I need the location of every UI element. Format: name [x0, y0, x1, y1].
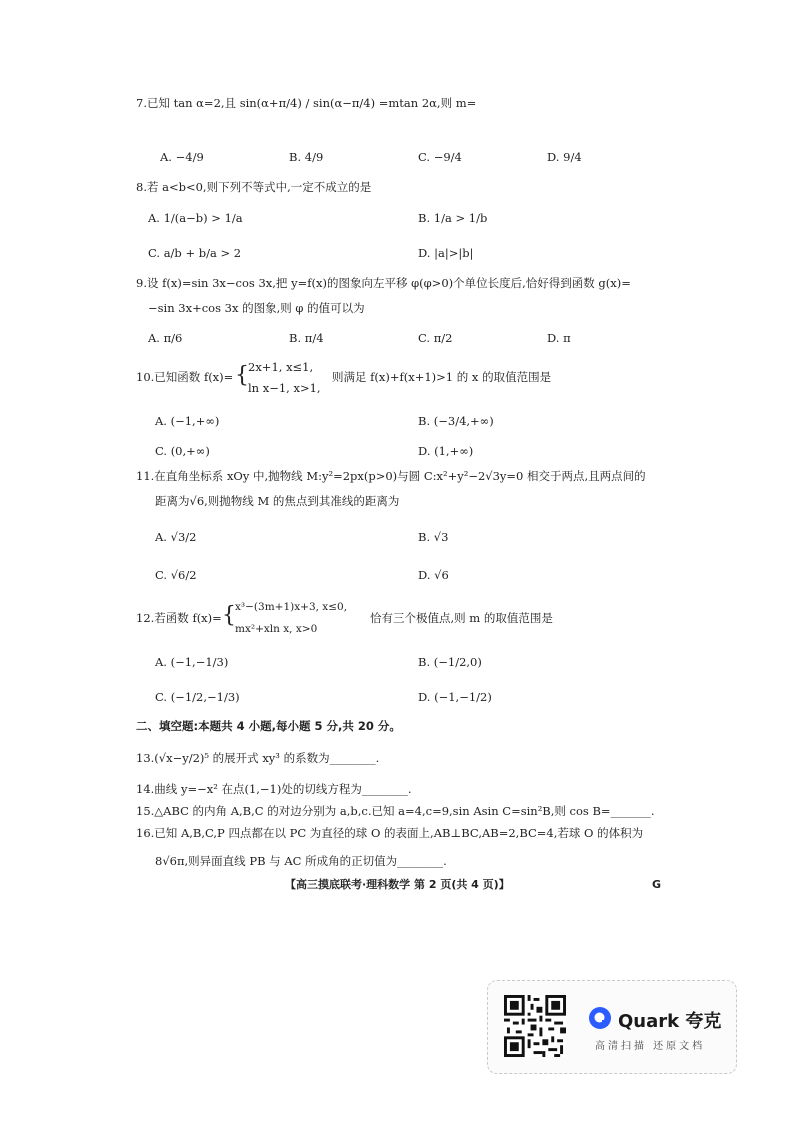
q11-stem-line1: 11.在直角坐标系 xOy 中,抛物线 M:y²=2px(p>0)与圆 C:x²+y²−2√3y=0 相交于两点,且两点间的	[136, 469, 646, 483]
q8-option-b: B. 1/a > 1/b	[418, 211, 488, 225]
q11-option-d: D. √6	[418, 568, 449, 582]
q11-option-a: A. √3/2	[155, 530, 197, 544]
q9-stem-line2: −sin 3x+cos 3x 的图象,则 φ 的值可以为	[148, 301, 365, 315]
q15: 15.△ABC 的内角 A,B,C 的对边分别为 a,b,c.已知 a=4,c=9,sin Asin C=sin²B,则 cos B=_______.	[136, 804, 655, 818]
q16-line2: 8√6π,则异面直线 PB 与 AC 所成角的正切值为________.	[155, 854, 447, 868]
q13: 13.(√x−y/2)⁵ 的展开式 xy³ 的系数为________.	[136, 751, 380, 765]
q10-option-c: C. (0,+∞)	[155, 444, 210, 458]
q10-brace: {	[235, 363, 249, 388]
q12-case1: x³−(3m+1)x+3, x≤0,	[235, 601, 348, 613]
q11-stem-line2: 距离为√6,则抛物线 M 的焦点到其准线的距离为	[155, 494, 400, 508]
qr-code-icon	[504, 995, 566, 1057]
q12-stem-prefix: 12.若函数 f(x)=	[136, 611, 222, 625]
q14: 14.曲线 y=−x² 在点(1,−1)处的切线方程为________.	[136, 782, 412, 796]
q11-option-b: B. √3	[418, 530, 449, 544]
footer-mark: G	[652, 878, 662, 891]
q10-stem-prefix: 10.已知函数 f(x)=	[136, 370, 234, 384]
q9-stem-line1: 9.设 f(x)=sin 3x−cos 3x,把 y=f(x)的图象向左平移 φ(φ>0)个单位长度后,恰好得到函数 g(x)=	[136, 276, 631, 290]
q10-option-a: A. (−1,+∞)	[155, 414, 220, 428]
q9-option-b: B. π/4	[289, 331, 324, 345]
q12-option-c: C. (−1/2,−1/3)	[155, 690, 240, 704]
q9-option-a: A. π/6	[148, 331, 183, 345]
page-footer: 【高三摸底联考·理科数学 第 2 页(共 4 页)】	[285, 878, 510, 891]
section2-heading: 二、填空题:本题共 4 小题,每小题 5 分,共 20 分。	[136, 719, 401, 733]
q7-option-a: A. −4/9	[160, 150, 204, 164]
q7-option-d: D. 9/4	[547, 150, 582, 164]
quark-logo-icon	[588, 1006, 612, 1030]
q10-case1: 2x+1, x≤1,	[248, 360, 314, 374]
quark-subtitle: 高清扫描 还原文档	[595, 1041, 706, 1052]
quark-brand: Quark 夸克	[618, 1011, 722, 1032]
q16-line1: 16.已知 A,B,C,P 四点都在以 PC 为直径的球 O 的表面上,AB⊥BC,AB=2,BC=4,若球 O 的体积为	[136, 826, 644, 840]
q12-option-d: D. (−1,−1/2)	[418, 690, 492, 704]
q10-stem-suffix: 则满足 f(x)+f(x+1)>1 的 x 的取值范围是	[332, 370, 552, 384]
q10-option-d: D. (1,+∞)	[418, 444, 474, 458]
q8-stem: 8.若 a<b<0,则下列不等式中,一定不成立的是	[136, 180, 372, 194]
q12-brace: {	[222, 603, 236, 628]
q12-case2: mx²+xln x, x>0	[235, 623, 318, 635]
q8-option-d: D. |a|>|b|	[418, 246, 474, 260]
q12-option-a: A. (−1,−1/3)	[155, 655, 229, 669]
q10-case2: ln x−1, x>1,	[248, 381, 321, 395]
q9-option-c: C. π/2	[418, 331, 453, 345]
q7-stem: 7.已知 tan α=2,且 sin(α+π/4) / sin(α−π/4) =mtan 2α,则 m=	[136, 96, 477, 110]
q11-option-c: C. √6/2	[155, 568, 197, 582]
q12-option-b: B. (−1/2,0)	[418, 655, 482, 669]
q7-option-b: B. 4/9	[289, 150, 324, 164]
q9-option-d: D. π	[547, 331, 571, 345]
q7-option-c: C. −9/4	[418, 150, 462, 164]
q8-option-a: A. 1/(a−b) > 1/a	[148, 211, 243, 225]
q8-option-c: C. a/b + b/a > 2	[148, 246, 242, 260]
quark-scan-badge	[487, 980, 737, 1074]
q10-option-b: B. (−3/4,+∞)	[418, 414, 494, 428]
q12-stem-suffix: 恰有三个极值点,则 m 的取值范围是	[370, 611, 553, 625]
